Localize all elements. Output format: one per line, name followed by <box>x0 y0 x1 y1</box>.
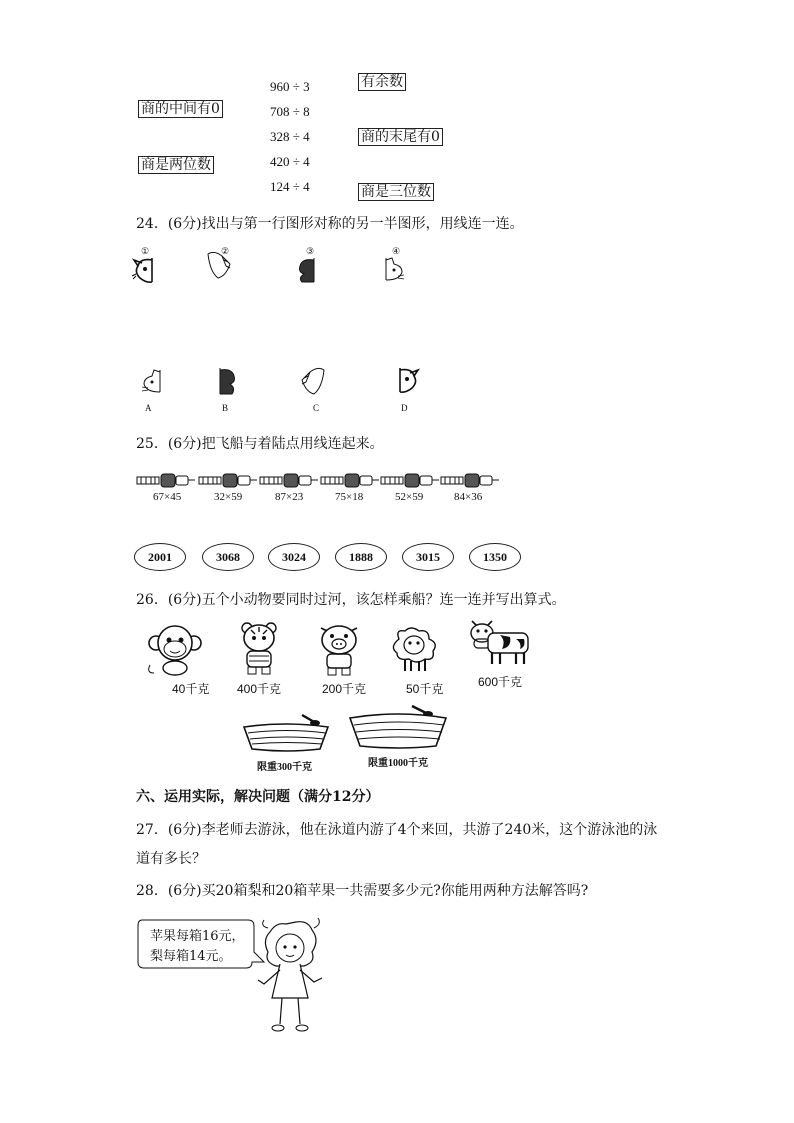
ship-label-2: 32×59 <box>214 491 243 503</box>
bottom-label-a: A <box>145 403 152 413</box>
landing-point-4[interactable]: 1888 <box>335 543 387 571</box>
bubble-text-apple-price: 苹果每箱16元， <box>150 929 245 944</box>
ship-label-5: 52×59 <box>395 491 424 503</box>
spaceship-icon[interactable] <box>137 471 197 491</box>
spaceship-icon[interactable] <box>199 471 259 491</box>
left-box-two-digit-quotient[interactable]: 商是两位数 <box>138 156 214 174</box>
landing-point-1[interactable]: 2001 <box>134 543 186 571</box>
spaceship-icon[interactable] <box>321 471 381 491</box>
half-butterfly-option-icon[interactable] <box>216 366 238 396</box>
cow-icon[interactable] <box>466 617 532 667</box>
q25-text: 25．(6分)把飞船与着陆点用线连起来。 <box>136 436 384 452</box>
spaceship-icon[interactable] <box>441 471 501 491</box>
ship-label-3: 87×23 <box>275 491 304 503</box>
q26-text: 26．(6分)五个小动物要同时过河，该怎样乘船？连一连并写出算式。 <box>136 592 566 608</box>
half-cat-face-option-icon[interactable] <box>396 366 420 394</box>
section-6-heading: 六、运用实际，解决问题（满分12分） <box>136 789 380 805</box>
half-cat-outline-option-icon[interactable] <box>140 368 164 394</box>
expression-4[interactable]: 420 ÷ 4 <box>270 154 310 169</box>
spaceship-icon[interactable] <box>260 471 320 491</box>
landing-point-2[interactable]: 3068 <box>202 543 254 571</box>
q28-text: 28．(6分)买20箱梨和20箱苹果一共需要多少元?你能用两种方法解答吗? <box>136 883 589 899</box>
half-cat-face-icon[interactable] <box>132 256 156 284</box>
q27-line2: 道有多长？ <box>136 851 206 867</box>
half-butterfly-icon[interactable] <box>296 256 318 284</box>
tiger-icon[interactable] <box>235 620 283 676</box>
tiger-weight: 400千克 <box>237 682 282 696</box>
sheep-icon[interactable] <box>385 625 443 675</box>
landing-point-3[interactable]: 3024 <box>268 543 320 571</box>
bottom-label-d: D <box>401 403 408 413</box>
pig-icon[interactable] <box>313 622 365 676</box>
large-boat-label: 限重1000千克 <box>368 758 428 769</box>
sheep-weight: 50千克 <box>406 682 444 696</box>
right-box-three-digit-quotient[interactable]: 商是三位数 <box>358 183 434 201</box>
small-boat-label: 限重300千克 <box>257 762 312 773</box>
pig-weight: 200千克 <box>322 682 367 696</box>
q24-text: 24．(6分)找出与第一行图形对称的另一半图形，用线连一连。 <box>136 216 524 232</box>
top-label-4: ④ <box>392 246 401 256</box>
top-label-3: ③ <box>306 246 315 256</box>
right-box-remainder[interactable]: 有余数 <box>358 73 406 91</box>
expression-1[interactable]: 960 ÷ 3 <box>270 79 310 94</box>
small-boat-icon[interactable] <box>242 713 330 753</box>
bottom-label-b: B <box>222 403 229 413</box>
left-box-quotient-middle-zero[interactable]: 商的中间有0 <box>138 100 223 118</box>
ship-label-6: 84×36 <box>454 491 483 503</box>
right-box-quotient-end-zero[interactable]: 商的末尾有0 <box>358 128 443 146</box>
top-label-2: ② <box>221 246 230 256</box>
expression-3[interactable]: 328 ÷ 4 <box>270 129 310 144</box>
top-label-1: ① <box>141 246 150 256</box>
half-leaf-option-icon[interactable] <box>300 366 328 396</box>
expression-5[interactable]: 124 ÷ 4 <box>270 179 310 194</box>
monkey-icon[interactable] <box>146 623 204 675</box>
ship-label-1: 67×45 <box>153 491 182 503</box>
bubble-text-pear-price: 梨每箱14元。 <box>150 949 232 964</box>
large-boat-icon[interactable] <box>348 704 448 750</box>
expression-2[interactable]: 708 ÷ 8 <box>270 104 310 119</box>
half-cat-outline-icon[interactable] <box>382 256 406 282</box>
ship-label-4: 75×18 <box>335 491 364 503</box>
spaceship-icon[interactable] <box>381 471 441 491</box>
q27-line1: 27．(6分)李老师去游泳，他在泳道内游了4个来回，共游了240米，这个游泳池的泳 <box>136 822 658 838</box>
landing-point-6[interactable]: 1350 <box>469 543 521 571</box>
monkey-weight: 40千克 <box>172 682 210 696</box>
cow-weight: 600千克 <box>478 675 523 689</box>
landing-point-5[interactable]: 3015 <box>402 543 454 571</box>
bottom-label-c: C <box>313 403 320 413</box>
